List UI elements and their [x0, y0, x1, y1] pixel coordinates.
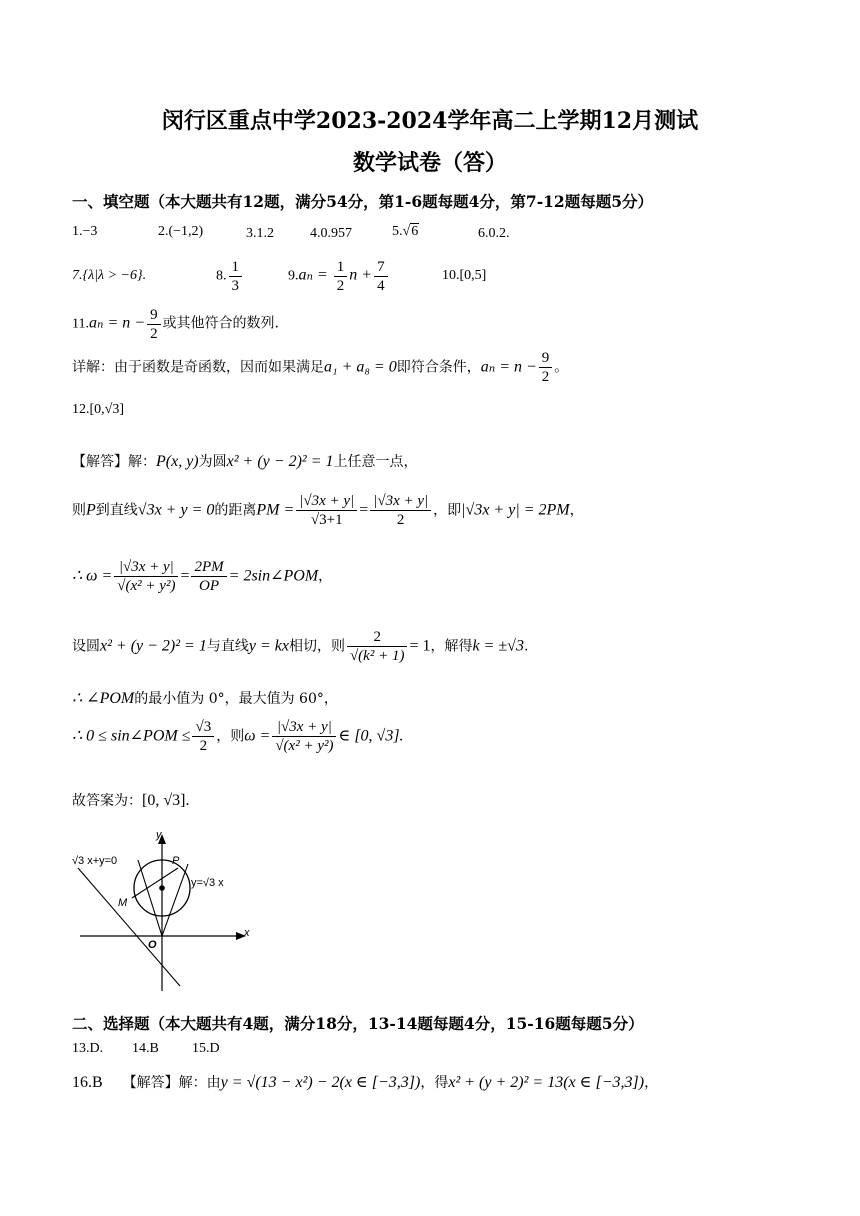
- solution-line-1: [72, 451, 417, 471]
- page-subtitle: 数学试卷（答）: [352, 150, 507, 176]
- sol-l2-a: 则: [72, 502, 86, 519]
- tangent-left: [138, 860, 162, 936]
- sol-l3-den2: OP: [199, 578, 220, 594]
- label-o: O: [148, 939, 157, 951]
- sol-l2-d: 的距离: [214, 502, 257, 519]
- q16-c: ，得: [420, 1075, 449, 1091]
- tangent-diagram: [72, 826, 262, 996]
- solution-line-6: [72, 718, 404, 755]
- detail-end: 。: [554, 359, 569, 376]
- section2-heading: 二、选择题（本大题共有4题，满分18分，13-14题每题4分，15-16题每题5分）: [72, 1014, 644, 1033]
- sol-l6-a: ∴ 0 ≤ sin∠POM ≤: [72, 727, 191, 745]
- label-p: P: [172, 855, 180, 867]
- answer-4: 4.0.957: [310, 226, 352, 241]
- sol-l3-den1: √(x² + y²): [117, 578, 176, 594]
- page-title: 闵行区重点中学2023-2024学年高二上学期12月测试: [161, 108, 699, 134]
- solution-line-4: [72, 628, 528, 665]
- sol-l4-i: .: [523, 638, 529, 655]
- sol-l6-c: ω =: [244, 727, 271, 745]
- answer-9-lhs: aₙ =: [298, 266, 332, 284]
- solution-line-2: [72, 492, 584, 529]
- answer-5-value: 6: [411, 224, 419, 239]
- sol-l3-c: ，: [318, 568, 333, 585]
- sol-l2-e: ，即: [433, 502, 462, 519]
- sol-l2-pm: PM =: [256, 501, 295, 519]
- sol-l6-den: 2: [199, 738, 208, 754]
- q16-d: x² + (y + 2)² = 13(x ∈ [−3,3]): [448, 1074, 645, 1091]
- answer-8-denominator: 3: [231, 278, 239, 294]
- sol-l6-b: ，则: [216, 728, 245, 745]
- sol-l3-num1: |√3x + y|: [114, 558, 178, 577]
- label-line1: √3 x+y=0: [72, 855, 118, 867]
- answer-16-line: [72, 1072, 658, 1092]
- answer-10: 10.[0,5]: [442, 268, 487, 283]
- tangent-right: [162, 864, 188, 936]
- label-line2: y=√3 x: [191, 877, 224, 889]
- sol-l4-f: = 1: [409, 637, 431, 655]
- detail-line: [72, 349, 568, 386]
- sol-l1-e: 上任意一点，: [333, 454, 418, 470]
- q16-a: 【解答】解：由: [122, 1075, 221, 1091]
- sol-l2-f: |√3x + y| = 2PM: [461, 501, 570, 519]
- sol-l4-g: ，解得: [430, 638, 473, 655]
- solution-line-7: [72, 790, 189, 810]
- answer-1: 1.−3: [72, 224, 98, 239]
- solution-line-5: [72, 688, 338, 708]
- sol-l6-den2: √(x² + y²): [275, 738, 334, 754]
- sol-l3-eq: =: [180, 567, 190, 585]
- answer-9-f1-den: 2: [336, 278, 345, 294]
- answer-16-label: 16.B: [72, 1074, 103, 1091]
- answer-8-numerator: 1: [229, 258, 243, 277]
- sol-l2-b: 到直线: [95, 502, 138, 519]
- sol-l1-b: P(x, y): [156, 453, 199, 470]
- sol-l5-a: ∴ ∠POM: [72, 690, 135, 707]
- sol-l2-eq: =: [359, 501, 369, 519]
- sol-l4-num: 2: [347, 628, 408, 647]
- sol-l1-a: 【解答】解：: [72, 454, 156, 470]
- answer-11-label: 11.: [72, 316, 89, 332]
- sol-l7-a: 故答案为：: [72, 793, 142, 809]
- answer-15: 15.D: [192, 1041, 220, 1056]
- sol-l2-num2: |√3x + y|: [370, 492, 431, 511]
- answer-6: 6.0.2.: [478, 226, 510, 241]
- answer-9-f2-den: 4: [377, 278, 385, 294]
- sol-l3-b: = 2sin∠POM: [228, 567, 319, 585]
- answer-11-den: 2: [150, 326, 158, 342]
- answer-11-expr: aₙ = n −: [88, 314, 146, 332]
- detail-expr: aₙ = n −: [480, 358, 537, 376]
- sol-l4-e: 相切，则: [288, 638, 345, 655]
- sol-l2-den1: √3+1: [310, 512, 343, 528]
- detail-num: 9: [539, 349, 553, 368]
- sol-l2-den2: 2: [396, 512, 405, 528]
- sol-l7-b: [0, √3].: [142, 792, 190, 809]
- answer-9-f1-num: 1: [334, 258, 348, 277]
- sol-l2-num1: |√3x + y|: [296, 492, 357, 511]
- answer-8: [216, 258, 244, 295]
- sol-l3-a: ∴ ω =: [72, 567, 113, 585]
- answer-11-num: 9: [147, 306, 161, 325]
- sol-l2-g: ，: [569, 502, 584, 519]
- sol-l4-h: k = ±√3: [472, 637, 524, 655]
- sol-l4-a: 设圆: [72, 638, 100, 655]
- sol-l6-num: √3: [192, 718, 214, 737]
- sol-l5-b: 的最小值为 0°，最大值为 60°，: [134, 691, 338, 707]
- q16-e: ，: [644, 1075, 659, 1091]
- answer-3: 3.1.2: [246, 226, 274, 241]
- answer-9-f2-num: 7: [374, 258, 388, 277]
- sol-l2-p: P: [86, 501, 96, 519]
- label-m: M: [118, 897, 128, 909]
- sol-l4-d: y = kx: [248, 637, 289, 655]
- detail-den: 2: [541, 369, 550, 385]
- sol-l2-c: √3x + y = 0: [137, 501, 215, 519]
- answer-5: 5.√6: [392, 224, 419, 239]
- answer-11-tail: 或其他符合的数列.: [162, 315, 280, 332]
- sol-l3-num2: 2PM: [191, 558, 226, 577]
- answer-13: 13.D.: [72, 1041, 104, 1056]
- answer-12: 12.[0,√3]: [72, 402, 125, 417]
- answer-8-label: 8.: [216, 268, 227, 284]
- answer-5-label: 5.: [392, 224, 403, 239]
- solution-line-3: [72, 558, 332, 595]
- section1-heading: 一、填空题（本大题共有12题，满分54分，第1-6题每题4分，第7-12题每题5分）: [72, 192, 654, 211]
- sol-l1-c: 为圆: [198, 454, 227, 470]
- detail-condition: a₁ + a₈ = 0: [324, 358, 397, 376]
- sol-l6-num2: |√3x + y|: [272, 718, 336, 737]
- answer-11: [72, 306, 279, 343]
- sol-l6-e: ∈ [0, √3].: [338, 727, 404, 745]
- answer-14: 14.B: [132, 1041, 159, 1056]
- detail-mid: 即符合条件，: [396, 359, 481, 376]
- label-y: y: [156, 829, 162, 841]
- detail-prefix: 详解：由于函数是奇函数，因而如果满足: [72, 359, 324, 376]
- answer-9-mid: n +: [349, 266, 373, 284]
- answer-7: 7.{λ|λ > −6}.: [72, 268, 147, 283]
- answer-9: [288, 258, 390, 295]
- sol-l4-b: x² + (y − 2)² = 1: [100, 637, 207, 655]
- q16-b: y = √(13 − x²) − 2(x ∈ [−3,3]): [220, 1074, 421, 1091]
- sol-l4-den: √(k² + 1): [349, 648, 405, 664]
- label-x: x: [244, 927, 250, 939]
- circle-center: [159, 885, 165, 891]
- answer-9-label: 9.: [288, 268, 299, 284]
- sol-l4-c: 与直线: [206, 638, 249, 655]
- sol-l1-d: x² + (y − 2)² = 1: [226, 453, 334, 470]
- answer-2: 2.(−1,2): [158, 224, 204, 239]
